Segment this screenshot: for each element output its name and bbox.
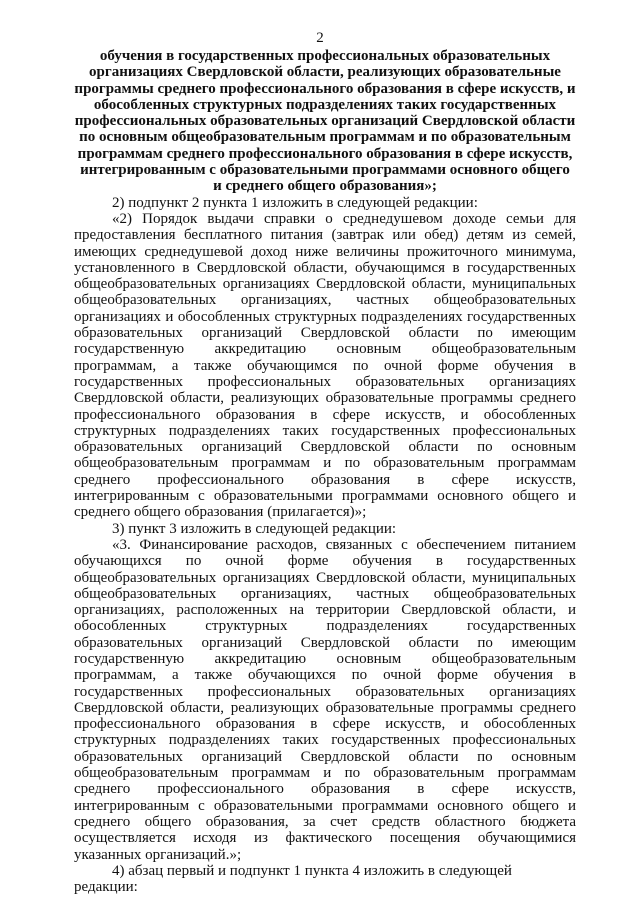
item-2-text: «2) Порядок выдачи справки о среднедушевом доходе семьи для предоставления бесплатного питания (завтрак или обед) детям из семей, имеющих среднедушевой доход ниже величины прожиточного минимума, установленного в Свердловской области, обучающимся в государственных общеобразовательных организациях Свердловской области, муниципальных общеобразовательных организациях, частных общеобразовательных организациях и обособленных структурных подразделениях государственных образовательных организаций Свердловской области по имеющим государственную аккредитацию основным общеобразовательным программам, а также обучающимся по очной форме обучения в государственных профессиональных образовательных организациях Свердловской области, реализующих образовательные программы среднего профессионального образования в сфере искусств, и обособленных структурных подразделениях таких государственных профессиональных образовательных организаций Свердловской области по основным общеобразовательным программам и по образовательным программам среднего профессионального образования в сфере искусств, интегрированным с образовательными программами основного общего и среднего общего образования (прилагается)»; [74,210,576,521]
page-number: 2 [316,30,324,46]
continuation-bold-text: обучения в государственных профессиональных образовательных организациях Свердловской области, реализующих образовательные программы среднего профессионального образования в сфере искусств, и обособленных структурных подразделениях таких государственных профессиональных образовательных организаций Свердловской области по основным общеобразовательным программам и по образовательным программам среднего профессионального образования в сфере искусств, интегрированным с образовательными программами основного общего и среднего общего образования»; [74,48,576,195]
document-body [74,48,576,895]
item-2-heading: 2) подпункт 2 пункта 1 изложить в следующей редакции: [112,194,478,211]
item-3-heading: 3) пункт 3 изложить в следующей редакции: [112,520,397,537]
item-4-heading: 4) абзац первый и подпункт 1 пункта 4 изложить в следующей редакции: [74,862,512,896]
item-3-text: «3. Финансирование расходов, связанных с обеспечением питанием обучающихся по очной форме обучения в государственных общеобразовательных организациях Свердловской области, муниципальных общеобразовательных организациях, частных общеобразовательных организациях, расположенных на территории Свердловской области, и обособленных структурных подразделениях государственных образовательных организаций Свердловской области по имеющим государственную аккредитацию основным общеобразовательным программам, а также обучающихся по очной форме обучения в государственных профессиональных образовательных организациях Свердловской области, реализующих образовательные программы среднего профессионального образования в сфере искусств, и обособленных структурных подразделениях таких государственных профессиональных образовательных организаций Свердловской области по основным общеобразовательным программам и по образовательным программам среднего профессионального образования в сфере искусств, интегрированным с образовательными программами основного общего и среднего общего образования, за счет средств областного бюджета осуществляется исходя из фактического посещения обучающимися указанных организаций.»; [74,536,576,863]
